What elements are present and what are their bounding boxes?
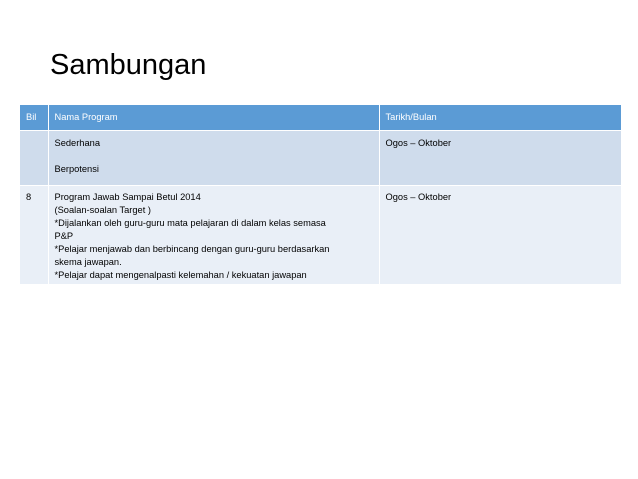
program-line-spacer	[55, 150, 373, 163]
header-tarikh-bulan: Tarikh/Bulan	[379, 105, 621, 131]
program-line: skema jawapan.	[54, 257, 122, 267]
header-nama-program: Nama Program	[48, 105, 379, 131]
program-table	[20, 105, 621, 284]
program-line: Sederhana	[54, 138, 100, 148]
program-line: P&P	[54, 231, 74, 241]
program-line: Program Jawab Sampai Betul 2014	[54, 192, 201, 202]
cell-tarikh: Ogos – Oktober	[379, 186, 621, 285]
program-line: (Soalan-soalan Target )	[54, 205, 151, 215]
cell-bil	[20, 131, 48, 186]
table-header-row	[20, 105, 621, 131]
program-line: Berpotensi	[54, 164, 99, 174]
table-row	[20, 131, 621, 186]
table-row	[20, 186, 621, 285]
slide-title: Sambungan	[50, 49, 207, 81]
cell-tarikh: Ogos – Oktober	[379, 131, 621, 186]
cell-nama-program	[48, 131, 379, 186]
program-line: *Pelajar menjawab dan berbincang dengan guru-guru berdasarkan	[54, 244, 330, 254]
header-bil: Bil	[20, 105, 48, 131]
cell-bil: 8	[20, 186, 48, 285]
cell-nama-program	[48, 186, 379, 285]
program-line: *Pelajar dapat mengenalpasti kelemahan / kekuatan jawapan	[54, 270, 307, 280]
program-line: *Dijalankan oleh guru-guru mata pelajaran di dalam kelas semasa	[54, 218, 326, 228]
